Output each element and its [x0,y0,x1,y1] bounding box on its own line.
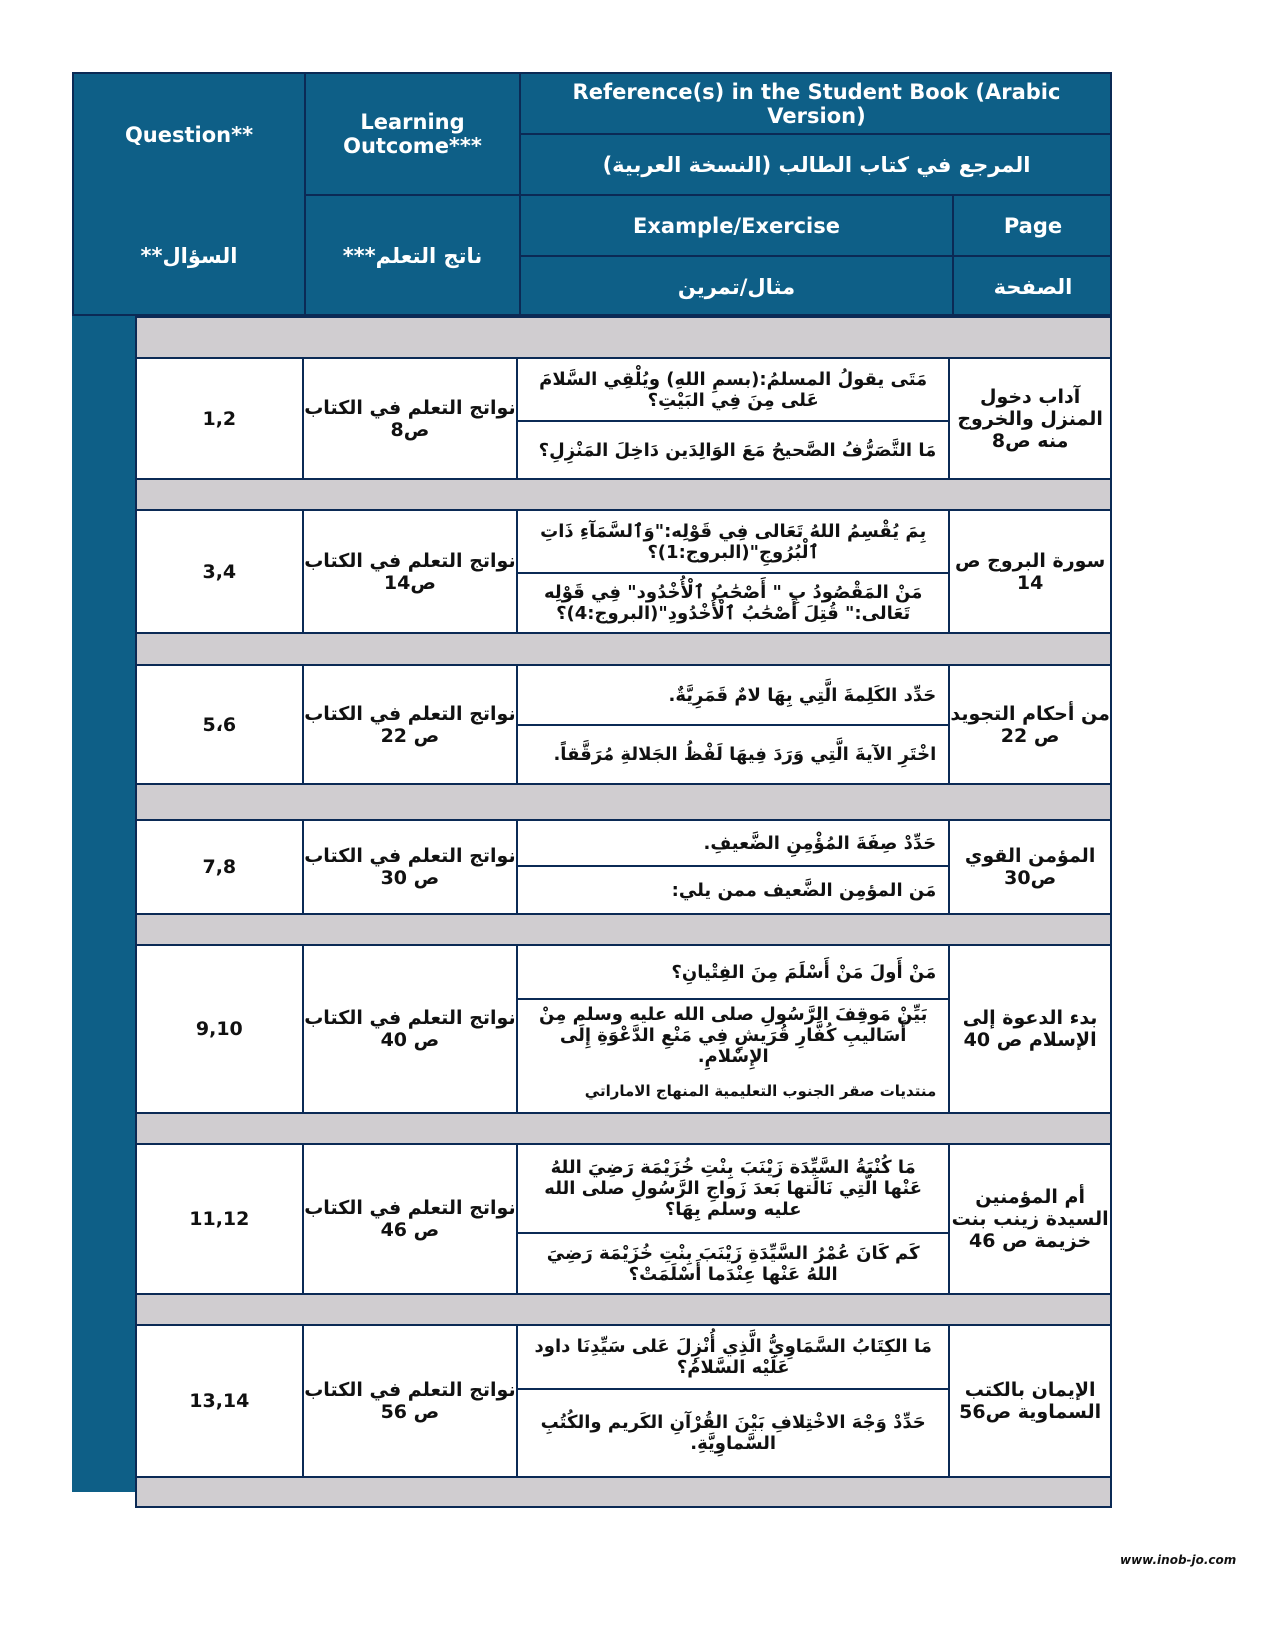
separator-row [136,1477,1111,1507]
examples-cell [517,945,949,1113]
examples-cell [517,358,949,479]
questions-table [135,316,1112,1508]
header-reference-ar: المرجع في كتاب الطالب (النسخة العربية) [519,135,1112,196]
page-reference: آداب دخول المنزل والخروج منه ص8 [949,358,1111,479]
learning-outcome: نواتج التعلم في الكتاب ص 56 [303,1325,517,1477]
learning-outcome: نواتج التعلم في الكتاب ص14 [303,510,517,633]
table-row [136,665,1111,784]
question-number: 1,2 [136,358,303,479]
separator-row [136,1113,1111,1144]
page-reference: سورة البروج ص 14 [949,510,1111,633]
table-row [136,1325,1111,1477]
header-example-ar: مثال/تمرين [519,257,952,316]
table-header [72,72,1112,316]
header-page-ar: الصفحة [952,257,1112,316]
example-item: حَدِّدْ وَجْهَ الاخْتِلافِ بَيْنَ القُرْآنِ الكَريم والكُتُبِ السَّماوِيَّةِ. [518,1388,948,1476]
header-reference-en: Reference(s) in the Student Book (Arabic Version) [519,74,1112,135]
header-page-en: Page [952,196,1112,257]
example-item: بَيِّنْ مَوقِفَ الرَّسُولِ صلى الله عليه وسلم مِنْ أَسَاليبِ كُفَّارِ قُرَيشٍ فِي مَنْعِ الدَّعْوَةِ إِلَى الإِسْلامِ. [518,998,948,1070]
examples-cell [517,1325,949,1477]
separator-row [136,633,1111,665]
learning-outcome: نواتج التعلم في الكتاب ص 40 [303,945,517,1113]
example-item: حَدِّدْ صِفَةَ المُؤْمِنِ الضَّعيفِ. [703,832,937,854]
table-row [136,820,1111,914]
table-row [136,945,1111,1113]
example-item: حَدِّد الكَلِمةَ الَّتِي بِهَا لامٌ قَمَرِيَّةٌ. [668,684,937,706]
example-item: كَم كَانَ عُمْرُ السَّيِّدَةِ زَيْنَبَ بِنْتِ خُزَيْمَة رَضِيَ اللهُ عَنْها عِنْدَما أَسْلَمَتْ؟ [518,1232,948,1293]
example-item: بِمَ يُقْسِمُ اللهُ تَعَالى فِي قَوْلِه:"وَٱلسَّمَآءِ ذَاتِ ٱلْبُرُوجِ"(البروج:1)؟ [540,520,927,563]
header-question-en: Question** [124,123,254,147]
example-item: مَا التَّصَرُّفُ الصَّحيحُ مَعَ الوَالِدَين دَاخِلَ المَنْزِلِ؟ [518,420,948,478]
question-number: 9,10 [136,945,303,1113]
example-item: مَن المؤمِن الضَّعيف ممن يلي: [518,865,948,913]
example-item: مَنْ أَولَ مَنْ أَسْلَمَ مِنَ الفِتْيانِ؟ [671,961,937,983]
learning-outcome: نواتج التعلم في الكتاب ص 22 [303,665,517,784]
page-reference: أم المؤمنين السيدة زينب بنت خزيمة ص 46 [949,1144,1111,1294]
site-watermark: www.inob-jo.com [1120,1553,1237,1567]
separator-row [136,479,1111,510]
forum-watermark-text: منتديات صقر الجنوب التعليمية المنهاج الاماراتي [584,1082,937,1100]
separator-row [136,1294,1111,1325]
table-row [136,358,1111,479]
question-number: 13,14 [136,1325,303,1477]
page-reference: الإيمان بالكتب السماوية ص56 [949,1325,1111,1477]
example-item: اخْتَرِ الآيةَ الَّتِي وَرَدَ فِيهَا لَفْظُ الجَلالةِ مُرَقَّقاً. [518,724,948,783]
question-number: 3,4 [136,510,303,633]
header-question-ar: السؤال** [140,244,238,268]
table-row [136,510,1111,633]
separator-row [136,784,1111,820]
question-number: 7,8 [136,820,303,914]
table-row [136,1144,1111,1294]
left-margin-strip [72,316,135,1492]
example-item: مَا كُنْيَةُ السَّيِّدَة زَيْنَبَ بِنْتِ خُزَيْمَة رَضِيَ اللهُ عَنْها الَّتِي نَالَتها بَعدَ زَواجِ الرَّسُولِ صلى الله عليه وسلم بِهَا؟ [544,1157,923,1220]
separator-row [136,317,1111,358]
examples-cell [517,665,949,784]
question-number: 5،6 [136,665,303,784]
header-outcome-ar: ناتج التعلم*** [304,196,519,316]
examples-cell [517,820,949,914]
examples-cell [517,1144,949,1294]
page-reference: المؤمن القوي ص30 [949,820,1111,914]
page-reference: من أحكام التجويد ص 22 [949,665,1111,784]
learning-outcome: نواتج التعلم في الكتاب ص 46 [303,1144,517,1294]
example-item: مَتَى يقولُ المسلمُ:(بسمِ اللهِ) ويُلْقِي السَّلامَ عَلى مِنَ فِي البَيْتِ؟ [539,368,928,411]
header-outcome-en: Learning Outcome*** [304,74,519,196]
examples-cell [517,510,949,633]
learning-outcome: نواتج التعلم في الكتاب ص 30 [303,820,517,914]
page-reference: بدء الدعوة إلى الإسلام ص 40 [949,945,1111,1113]
header-example-en: Example/Exercise [519,196,952,257]
learning-outcome: نواتج التعلم في الكتاب ص8 [303,358,517,479]
separator-row [136,914,1111,945]
question-number: 11,12 [136,1144,303,1294]
example-item: مَنْ المَقْصُودُ بِ " أَصْحَٰبُ ٱلْأُخْدُود" فِي قَوْلِه تَعَالى:" قُتِلَ أَصْحَٰبُ ٱلْأُخْدُودِ"(البروج:4)؟ [518,572,948,632]
example-item: مَا الكِتَابُ السَّمَاوِيُّ الَّذِي أُنْزِلَ عَلى سَيِّدِنَا داود عَلَيْه السَّلامُ؟ [534,1336,932,1378]
